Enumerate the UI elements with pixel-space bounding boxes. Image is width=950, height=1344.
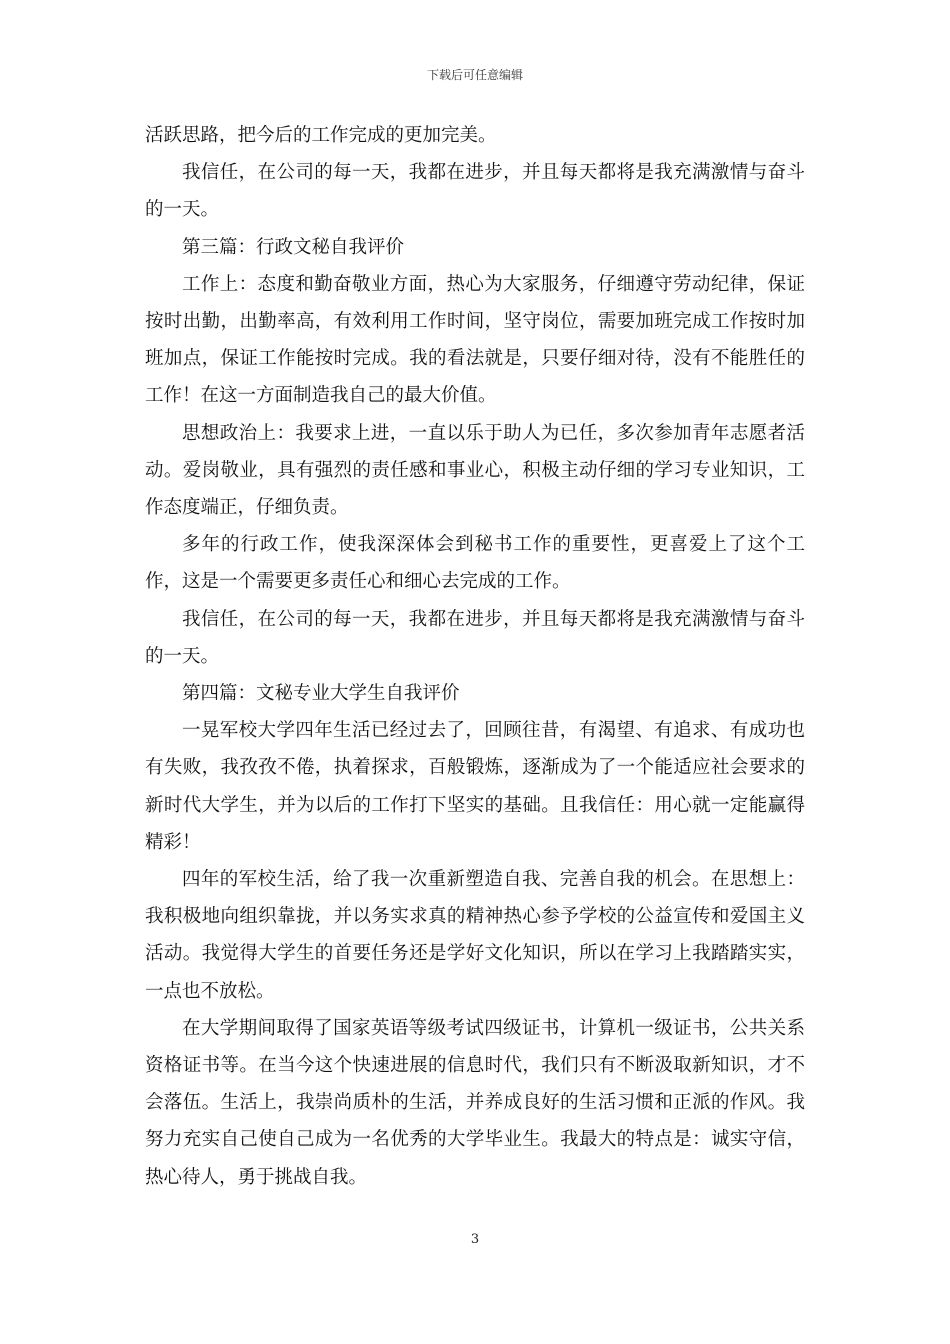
paragraph: 工作上：态度和勤奋敬业方面，热心为大家服务，仔细遵守劳动纪律，保证按时出勤，出勤率高，有效利用工作时间，坚守岗位，需要加班完成工作按时加班加点，保证工作能按时完成。我的看法就是，只要仔细对待，没有不能胜任的工作！在这一方面制造我自己的最大价值。 <box>145 273 805 407</box>
paragraph: 四年的军校生活，给了我一次重新塑造自我、完善自我的机会。在思想上：我积极地向组织靠拢，并以务实求真的精神热心参予学校的公益宣传和爱国主义活动。我觉得大学生的首要任务还是学好文化知识，所以在学习上我踏踏实实，一点也不放松。 <box>145 869 805 1002</box>
paragraph: 我信任，在公司的每一天，我都在进步，并且每天都将是我充满激情与奋斗的一天。 <box>145 608 805 667</box>
page-header: 下载后可任意编辑 <box>426 68 523 82</box>
paragraph: 在大学期间取得了国家英语等级考试四级证书，计算机一级证书，公共关系资格证书等。在当今这个快速进展的信息时代，我们只有不断汲取新知识，才不会落伍。生活上，我崇尚质朴的生活，并养成良好的生活习惯和正派的作风。我努力充实自己使自己成为一名优秀的大学毕业生。我最大的特点是：诚实守信，热心待人，勇于挑战自我。 <box>145 1017 805 1188</box>
section-heading: 第四篇：文秘专业大学生自我评价 <box>182 683 460 705</box>
paragraph: 我信任，在公司的每一天，我都在进步，并且每天都将是我充满激情与奋斗的一天。 <box>145 162 805 221</box>
page-number: 3 <box>470 1232 480 1247</box>
section-heading: 第三篇：行政文秘自我评价 <box>182 236 405 258</box>
paragraph: 一晃军校大学四年生活已经过去了，回顾往昔，有渴望、有追求、有成功也有失败，我孜孜不倦，执着探求，百般锻炼，逐渐成为了一个能适应社会要求的新时代大学生，并为以后的工作打下坚实的基础。且我信任：用心就一定能赢得精彩！ <box>145 720 805 853</box>
paragraph: 思想政治上：我要求上进，一直以乐于助人为已任，多次参加青年志愿者活动。爱岗敬业，具有强烈的责任感和事业心，积极主动仔细的学习专业知识，工作态度端正，仔细负责。 <box>145 422 805 519</box>
document-body <box>145 117 805 1196</box>
paragraph-continuation: 活跃思路，把今后的工作完成的更加完美。 <box>145 125 497 146</box>
paragraph: 多年的行政工作，使我深深体会到秘书工作的重要性，更喜爱上了这个工作，这是一个需要更多责任心和细心去完成的工作。 <box>145 534 805 593</box>
